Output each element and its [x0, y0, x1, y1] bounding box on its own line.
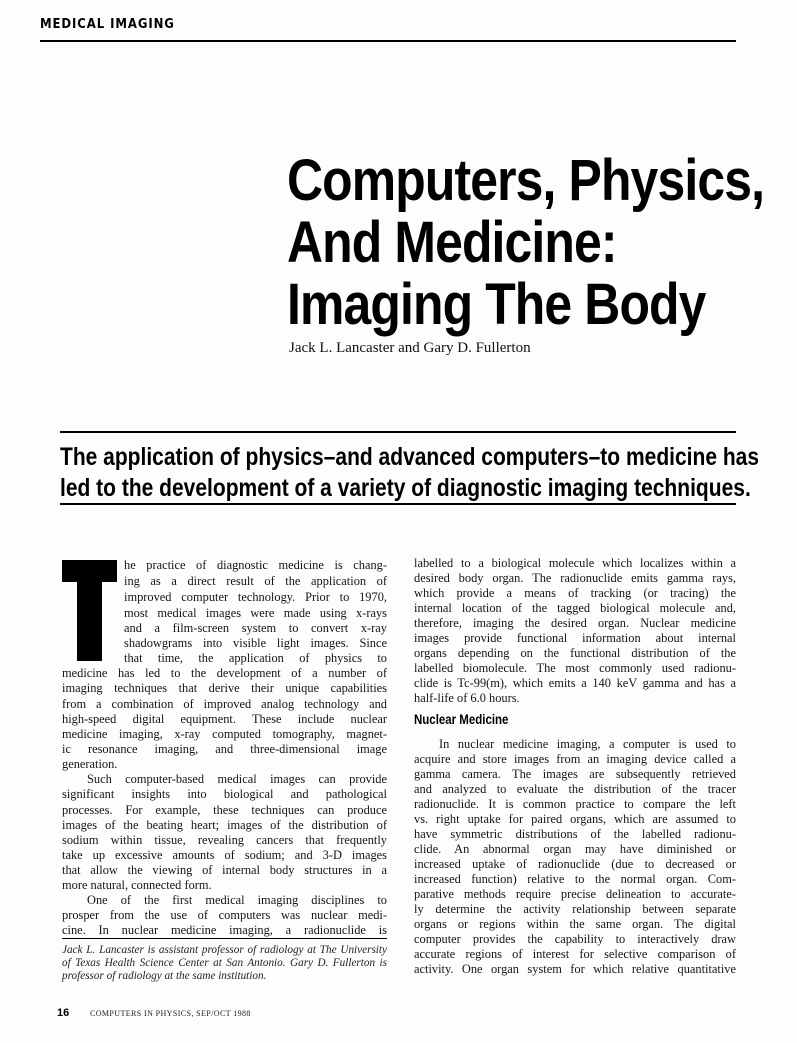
- body-line: sodium within tissue, revealing cancers that frequently: [62, 833, 387, 847]
- body-line: One of the first medical imaging disciplines to: [87, 893, 387, 907]
- body-line: images provide functional information about internal: [414, 631, 736, 645]
- body-line: ing as a direct result of the application of: [124, 574, 387, 588]
- body-line: generation.: [62, 757, 118, 771]
- title-line: Imaging The Body: [287, 272, 706, 337]
- body-line: half-life of 6.0 hours.: [414, 691, 520, 705]
- body-line: increased function) relative to the normal organ. Com-: [414, 872, 736, 886]
- body-line: clide. An abnormal organ may have diminished or: [414, 842, 736, 856]
- body-line: organs depending on the functional distribution of the: [414, 646, 736, 660]
- body-line: have symmetric distributions of the labelled radionu-: [414, 827, 736, 841]
- body-line: internal location of the tagged biological molecule and,: [414, 601, 736, 615]
- page-number: 16: [57, 1007, 70, 1019]
- body-line: medicine imaging, x-ray computed tomography, magnet-: [62, 727, 387, 741]
- body-line: from a combination of improved analog technology and: [62, 697, 387, 711]
- body-line: take up excessive amounts of sodium; and 3-D images: [62, 848, 387, 862]
- body-line: high-speed digital equipment. These include nuclear: [62, 712, 387, 726]
- body-line: organs or regions within the same organ. The digital: [414, 917, 736, 931]
- body-line: significant insights into biological and pathological: [62, 787, 387, 801]
- body-line: therefore, imaging the desired organ. Nuclear medicine: [414, 616, 736, 630]
- body-line: processes. For example, these techniques can produce: [62, 803, 387, 817]
- body-line: that time, the application of physics to: [124, 651, 387, 665]
- section-label: MEDICAL IMAGING: [40, 17, 175, 32]
- body-line: medicine has led to the development of a number of: [62, 666, 387, 680]
- footnote-line: of Texas Health Science Center at San Antonio. Gary D. Fullerton is: [62, 957, 387, 969]
- body-line: acquire and store images from an imaging device called a: [414, 752, 736, 766]
- body-line: radionuclide. It is common practice to compare the left: [414, 797, 736, 811]
- body-line: prosper from the use of computers was nuclear medi-: [62, 908, 387, 922]
- body-line: imaging techniques that derive their unique capabilities: [62, 681, 387, 695]
- footnote-line: Jack L. Lancaster is assistant professor of radiology at The University: [62, 944, 387, 956]
- body-line: ly determine the activity relationship between separate: [414, 902, 736, 916]
- body-line: desired body organ. The radionuclide emits gamma rays,: [414, 571, 736, 585]
- body-line: vs. right uptake for paired organs, which are assumed to: [414, 812, 736, 826]
- body-line: improved computer technology. Prior to 1970,: [124, 590, 387, 604]
- body-line: increased uptake of radionuclide (due to decreased or: [414, 857, 736, 871]
- deck-line: The application of physics–and advanced computers–to medicine has: [60, 443, 760, 471]
- footnote-line: professor of radiology at the same institution.: [62, 970, 267, 982]
- body-line: activity. One organ system for which relative quantitative: [414, 962, 736, 976]
- subhead-nuclear-medicine: Nuclear Medicine: [414, 711, 509, 727]
- body-line: gamma camera. The images are subsequently retrieved: [414, 767, 736, 781]
- body-line: most medical images were made using x-rays: [124, 606, 387, 620]
- body-line: more natural, connected form.: [62, 878, 212, 892]
- body-line: parative methods require precise delineation to accurate-: [414, 887, 736, 901]
- body-line: cine. In nuclear medicine imaging, a radionuclide is: [62, 923, 387, 937]
- title-line: Computers, Physics,: [287, 148, 765, 213]
- publication-info: COMPUTERS IN PHYSICS, SEP/OCT 1988: [90, 1009, 251, 1018]
- body-line: which provide a means of tracking (or tracing) the: [414, 586, 736, 600]
- body-line: images of the beating heart; images of the distribution of: [62, 818, 387, 832]
- body-line: clide is Tc-99(m), which emits a 140 keV gamma and has a: [414, 676, 736, 690]
- body-line: that allow the viewing of internal body structures in a: [62, 863, 387, 877]
- body-line: and a film-screen system to convert x-ray: [124, 621, 387, 635]
- body-line: accurate regions of interest for selective comparison of: [414, 947, 736, 961]
- body-line: ic resonance imaging, and three-dimensional image: [62, 742, 387, 756]
- body-line: and analyzed to evaluate the distribution of the tracer: [414, 782, 736, 796]
- body-line: Such computer-based medical images can provide: [87, 772, 387, 786]
- body-line: labelled biomolecule. The most commonly used radionu-: [414, 661, 736, 675]
- deck-line: led to the development of a variety of diagnostic imaging techniques.: [60, 474, 751, 502]
- body-line: labelled to a biological molecule which localizes within a: [414, 556, 736, 570]
- title-line: And Medicine:: [287, 210, 617, 275]
- body-line: he practice of diagnostic medicine is chang-: [124, 558, 387, 572]
- right-column: [414, 0, 739, 1043]
- byline: Jack L. Lancaster and Gary D. Fullerton: [289, 340, 531, 356]
- body-line: computer provides the capability to interactively draw: [414, 932, 736, 946]
- body-line: shadowgrams into visible light images. Since: [124, 636, 387, 650]
- body-line: In nuclear medicine imaging, a computer is used to: [439, 737, 736, 751]
- author-footnote: [62, 0, 387, 1043]
